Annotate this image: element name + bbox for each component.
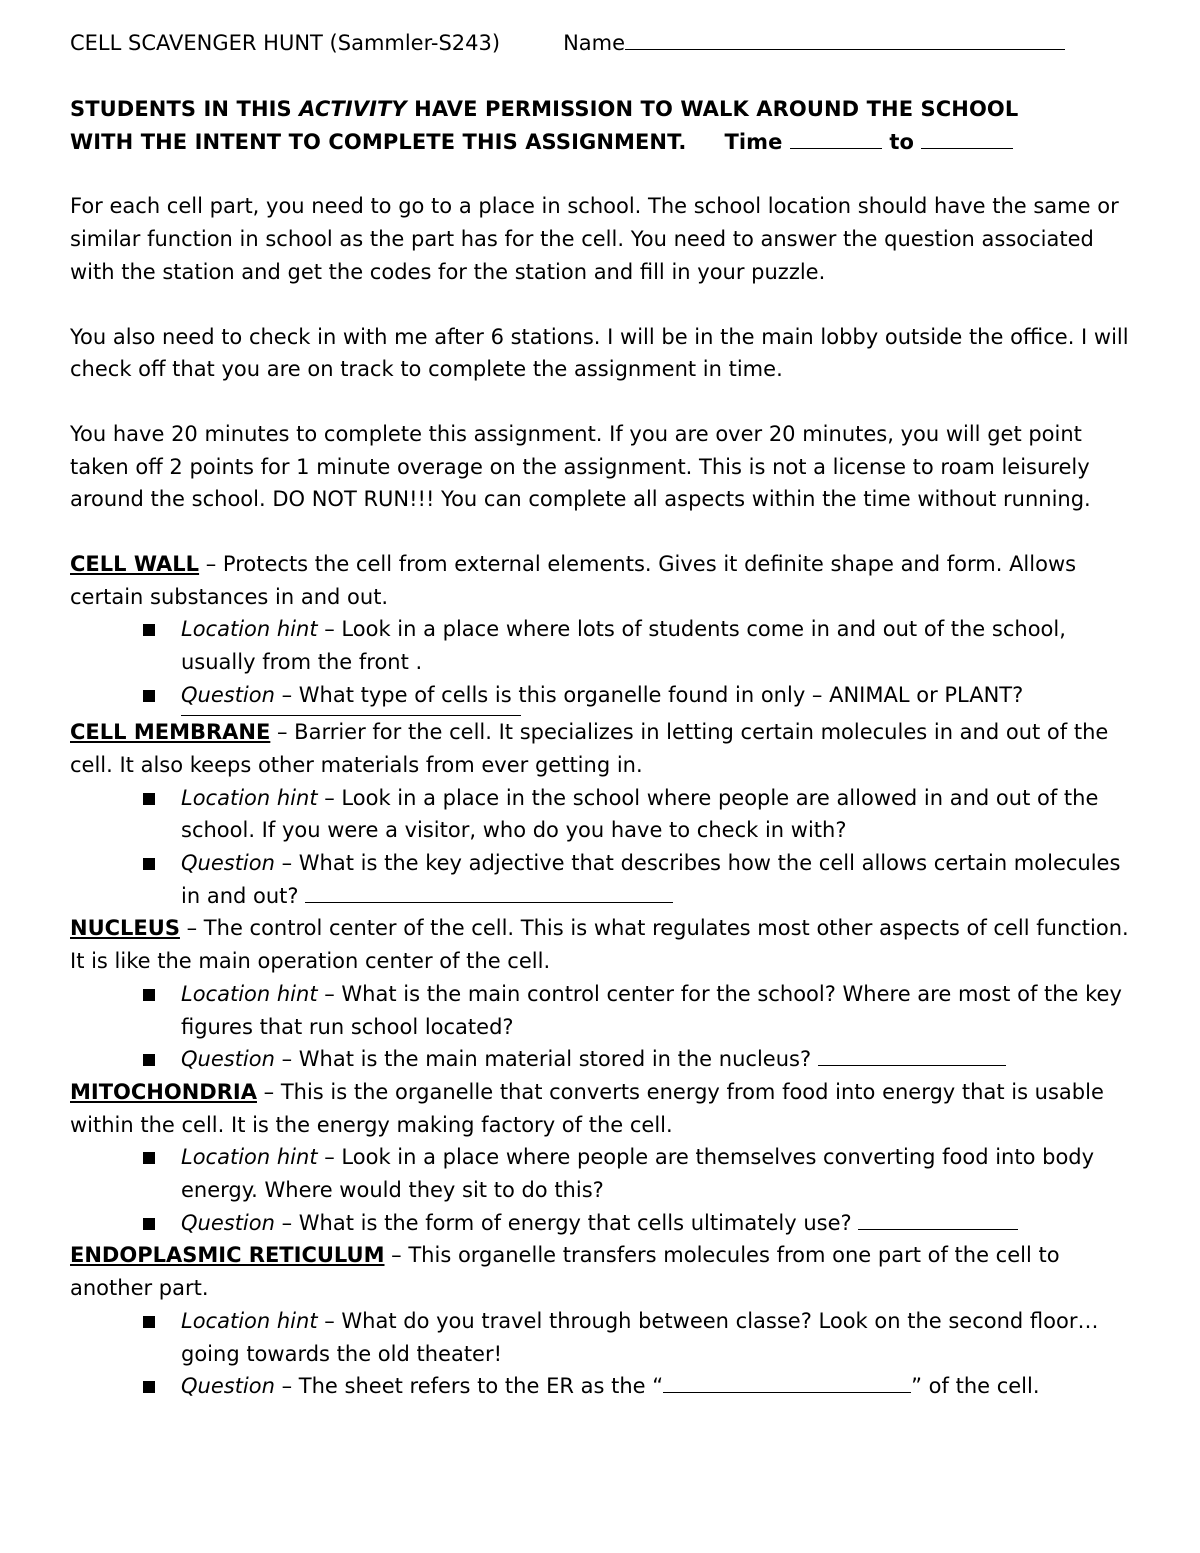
term-description: – Protects the cell from external elements. Gives it definite shape and form. Allows certain substances in and out. xyxy=(70,552,1077,609)
instructions-paragraph: For each cell part, you need to go to a place in school. The school location should have the same or similar function in school as the part has for the cell. You need to answer the question associated with the station and get the codes for the station and fill in your puzzle. xyxy=(70,194,1119,284)
hint-text: – Look in a place in the school where people are allowed in and out of the school. If you were a visitor, who do you have to check in with? xyxy=(181,785,1099,843)
answer-blank-line xyxy=(818,1043,1006,1066)
hint-item xyxy=(181,613,1132,678)
hint-text: – What do you travel through between classe? Look on the second floor…going towards the old theater! xyxy=(181,1308,1099,1366)
term-description: – This is the organelle that converts energy from food into energy that is usable within the cell. It is the energy making factory of the cell. xyxy=(70,1079,1104,1137)
answer-blank-line xyxy=(858,1207,1018,1230)
header xyxy=(70,27,1132,61)
question-label: Question xyxy=(181,1210,275,1235)
name-blank-line xyxy=(625,27,1065,50)
square-bullet-icon xyxy=(143,989,155,1001)
term-description: – Barrier for the cell. It specializes in letting certain molecules in and out of the cell. It also keeps other materials from ever getting in. xyxy=(70,720,1109,777)
notice-line2: WITH THE INTENT TO COMPLETE THIS ASSIGNMENT. xyxy=(70,129,687,154)
square-bullet-icon xyxy=(143,624,155,636)
hint-text: – Look in a place where people are themselves converting food into body energy. Where would they sit to do this? xyxy=(181,1145,1095,1203)
name-label: Name xyxy=(563,31,626,55)
notice-line1-c: HAVE PERMISSION TO WALK AROUND THE SCHOOL xyxy=(406,97,1019,121)
time-limit-paragraph: You have 20 minutes to complete this assignment. If you are over 20 minutes, you will get point taken off 2 points for 1 minute overage on the assignment. This is not a license to roam leisurely around the school. DO NOT RUN!!! You can complete all aspects within the time without running. xyxy=(70,421,1091,512)
worksheet-page xyxy=(70,27,1132,1403)
section-hints xyxy=(70,613,1132,711)
section-hints xyxy=(70,978,1132,1076)
hint-item xyxy=(181,1305,1132,1370)
hint-label: Location hint xyxy=(181,785,318,810)
section-nucleus xyxy=(70,912,1132,1076)
question-label: Question xyxy=(181,1047,275,1072)
question-item xyxy=(181,847,1132,912)
name-field xyxy=(563,27,1065,60)
question-text: – What is the main material stored in the nucleus? xyxy=(274,1047,812,1072)
question-label: Question xyxy=(181,1374,275,1399)
worksheet-title: CELL SCAVENGER HUNT (Sammler-S243) xyxy=(70,31,501,55)
question-label: Question xyxy=(181,682,275,707)
check-in-paragraph: You also need to check in with me after 6 stations. I will be in the main lobby outside the office. I will check off that you are on track to complete the assignment in time. xyxy=(70,324,1129,382)
term-nucleus: NUCLEUS xyxy=(70,916,180,941)
hint-item xyxy=(181,1141,1132,1206)
hint-label: Location hint xyxy=(181,617,318,642)
term-description: – The control center of the cell. This is what regulates most other aspects of cell function. It is like the main operation center of the cell. xyxy=(70,916,1129,974)
question-item xyxy=(181,679,1132,712)
section-endoplasmic-reticulum xyxy=(70,1239,1132,1403)
square-bullet-icon xyxy=(143,1054,155,1066)
square-bullet-icon xyxy=(143,793,155,805)
term-description: – This organelle transfers molecules from one part of the cell to another part. xyxy=(70,1243,1060,1301)
square-bullet-icon xyxy=(143,1316,155,1328)
question-item xyxy=(181,1207,1132,1240)
time-start-blank xyxy=(790,126,882,149)
section-cell-wall xyxy=(70,548,1132,716)
notice-line1-b: ACTIVITY xyxy=(299,97,407,121)
hint-label: Location hint xyxy=(181,1308,318,1333)
hint-label: Location hint xyxy=(181,981,318,1006)
permission-notice xyxy=(70,93,1132,158)
question-item xyxy=(181,1043,1132,1076)
hint-text: – Look in a place where lots of students come in and out of the school, usually from the front . xyxy=(181,617,1066,675)
square-bullet-icon xyxy=(143,690,155,702)
section-description xyxy=(70,716,1132,781)
section-description xyxy=(70,548,1132,613)
answer-blank-line xyxy=(305,880,673,903)
square-bullet-icon xyxy=(143,1381,155,1393)
section-hints xyxy=(70,782,1132,913)
term-cell-membrane: CELL MEMBRANE xyxy=(70,720,271,745)
question-text: – What is the key adjective that describes how the cell allows certain molecules in and out? xyxy=(181,851,1121,908)
term-endoplasmic-reticulum: ENDOPLASMIC RETICULUM xyxy=(70,1243,385,1268)
term-mitochondria: MITOCHONDRIA xyxy=(70,1079,257,1104)
section-hints xyxy=(70,1141,1132,1239)
question-text-start: – The sheet refers to the ER as the “ xyxy=(274,1374,664,1399)
hint-text: – What is the main control center for the school? Where are most of the key figures that run school located? xyxy=(181,981,1122,1039)
square-bullet-icon xyxy=(143,1152,155,1164)
notice-line1-a: STUDENTS IN THIS xyxy=(70,97,300,121)
section-hints xyxy=(70,1305,1132,1403)
time-end-blank xyxy=(921,126,1013,149)
hint-item xyxy=(181,978,1132,1043)
square-bullet-icon xyxy=(143,1218,155,1230)
question-text: – What type of cells is this organelle found in only – ANIMAL or PLANT? xyxy=(274,682,1024,707)
section-cell-membrane xyxy=(70,716,1132,912)
section-description xyxy=(70,1076,1132,1141)
square-bullet-icon xyxy=(143,858,155,870)
section-description xyxy=(70,912,1132,977)
section-mitochondria xyxy=(70,1076,1132,1240)
hint-label: Location hint xyxy=(181,1145,318,1170)
question-text: – What is the form of energy that cells ultimately use? xyxy=(274,1210,852,1235)
section-description xyxy=(70,1239,1132,1304)
question-text-end: ” of the cell. xyxy=(911,1374,1040,1399)
answer-blank-line xyxy=(663,1370,911,1393)
time-label: Time xyxy=(724,129,783,154)
to-label: to xyxy=(889,129,915,154)
term-cell-wall: CELL WALL xyxy=(70,552,200,577)
question-label: Question xyxy=(181,851,275,876)
question-item xyxy=(181,1370,1132,1403)
hint-item xyxy=(181,782,1132,847)
